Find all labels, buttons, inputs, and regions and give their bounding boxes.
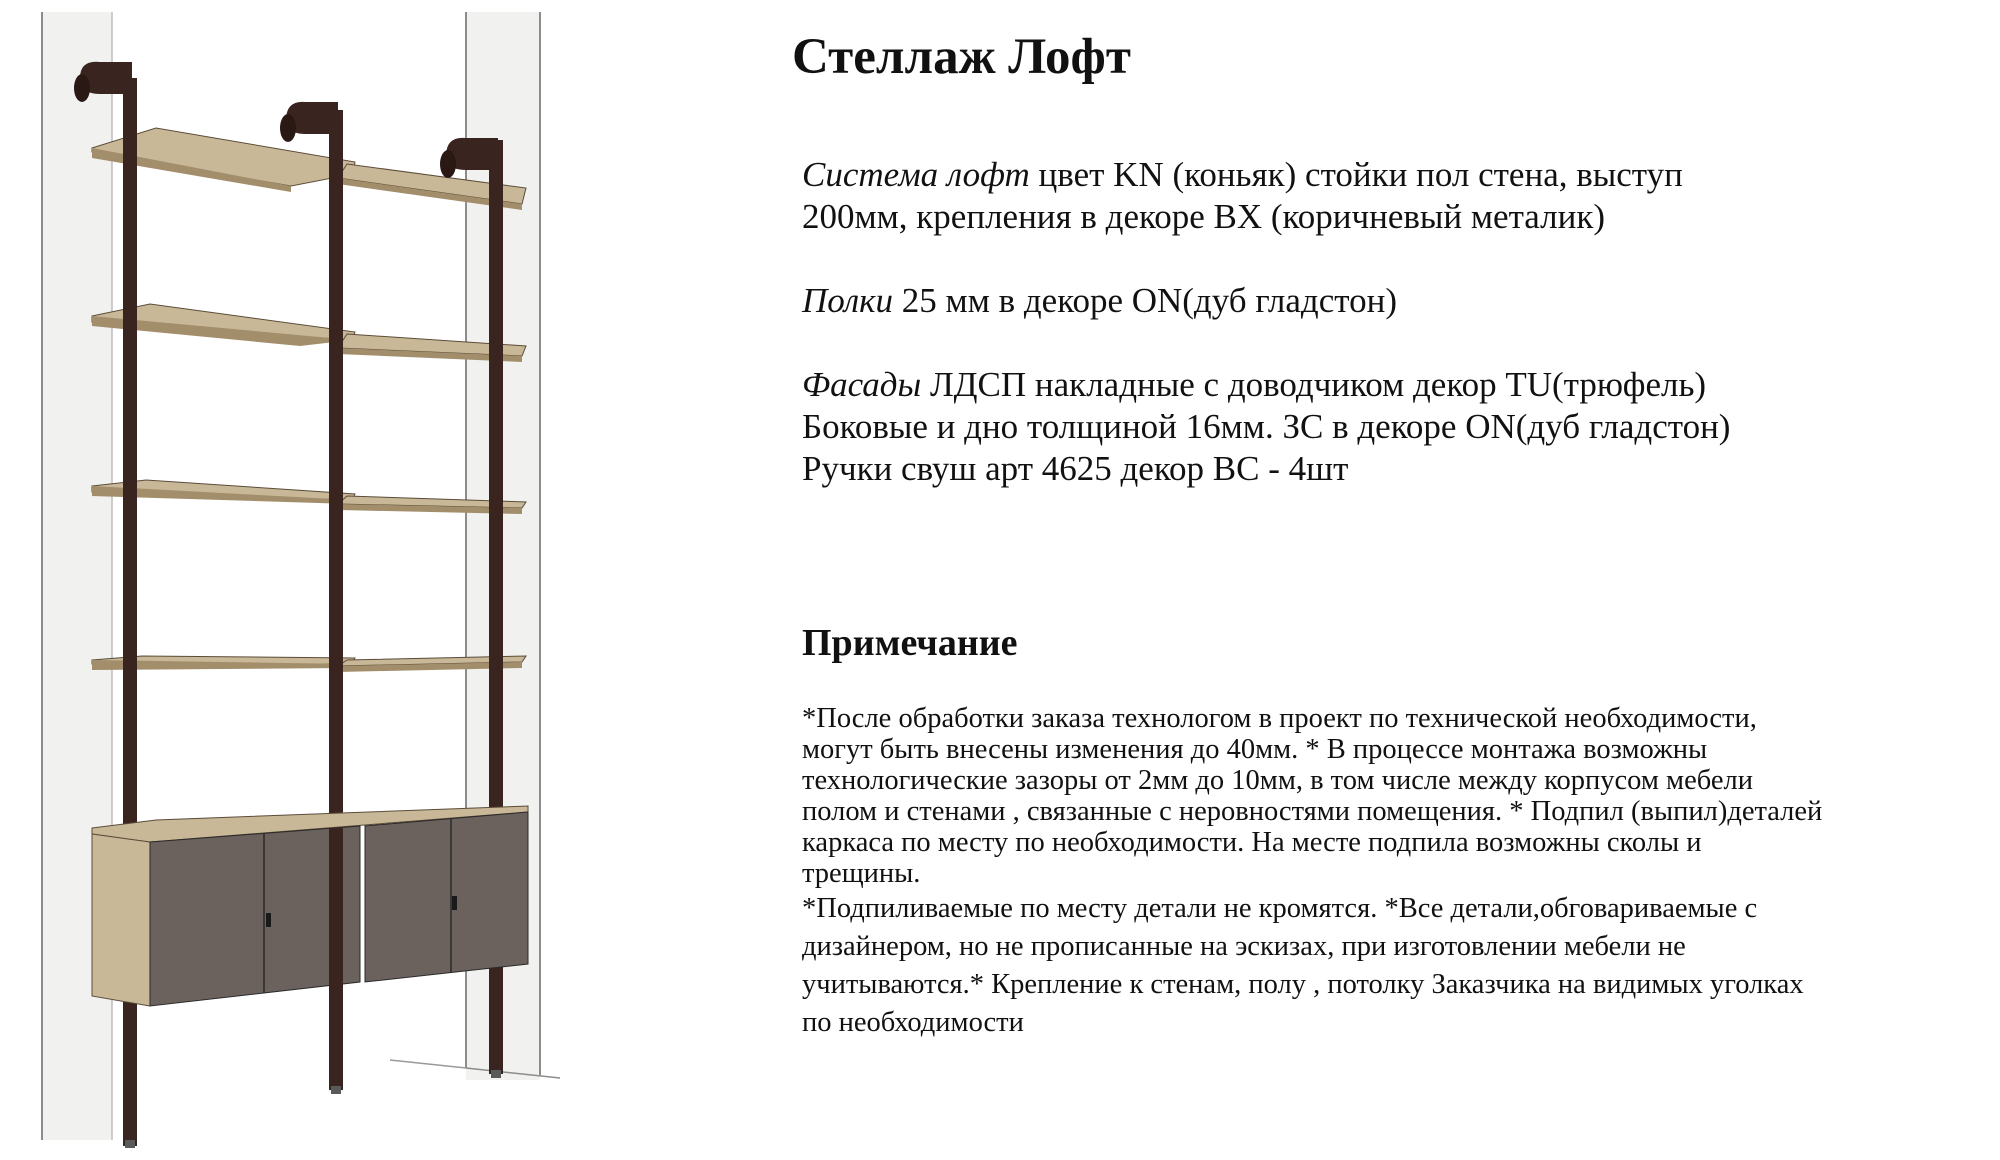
handle-icon xyxy=(452,896,457,910)
note-title: Примечание xyxy=(802,622,1018,664)
spec-facades-label: Фасады xyxy=(802,365,922,404)
spec-system-line1 xyxy=(802,154,1730,196)
shelves xyxy=(92,128,526,672)
note-line: по необходимости xyxy=(802,1007,1024,1038)
handle-icon xyxy=(266,913,271,927)
spec-system-label: Система лофт xyxy=(802,155,1030,194)
note-line: могут быть внесены изменения до 40мм. * В процессе монтажа возможны xyxy=(802,734,1708,765)
note-line: учитываются.* Крепление к стенам, полу , потолку Заказчика на видимых уголках xyxy=(802,969,1804,1000)
spec-block xyxy=(802,154,1730,490)
note-line: *После обработки заказа технологом в проект по технической необходимости, xyxy=(802,703,1757,734)
note-line: каркаса по месту по необходимости. На месте подпила возможны сколы и xyxy=(802,827,1702,858)
note-line: трещины. xyxy=(802,858,921,889)
shelving-drawing xyxy=(0,0,740,1160)
page-title: Стеллаж Лофт xyxy=(792,29,1131,85)
note-body xyxy=(802,703,1822,1041)
spec-shelves-line xyxy=(802,280,1730,322)
spec-system-text: цвет KN (коньяк) стойки пол стена, выступ xyxy=(1029,155,1683,194)
spec-shelves-label: Полки xyxy=(802,281,894,320)
bottom-cabinet xyxy=(92,806,528,1006)
spec-facades-line xyxy=(802,364,1730,406)
note-line: дизайнером, но не прописанные на эскизах, при изготовлении мебели не xyxy=(802,931,1686,962)
spec-sides-line: Боковые и дно толщиной 16мм. ЗС в декоре ON(дуб гладстон) xyxy=(802,407,1731,446)
spec-shelves-text: 25 мм в декоре ON(дуб гладстон) xyxy=(893,281,1397,320)
note-line: *Подпиливаемые по месту детали не кромятся. *Все детали,обговариваемые с xyxy=(802,893,1758,924)
note-line: полом и стенами , связанные с неровностями помещения. * Подпил (выпил)деталей xyxy=(802,796,1823,827)
spec-system-line2: 200мм, крепления в декоре BX (коричневый металик) xyxy=(802,197,1605,236)
spec-handles-line: Ручки свуш арт 4625 декор BC - 4шт xyxy=(802,449,1349,488)
spec-facades-text: ЛДСП накладные с доводчиком декор TU(трюфель) xyxy=(921,365,1707,404)
note-line: технологические зазоры от 2мм до 10мм, в том числе между корпусом мебели xyxy=(802,765,1753,796)
